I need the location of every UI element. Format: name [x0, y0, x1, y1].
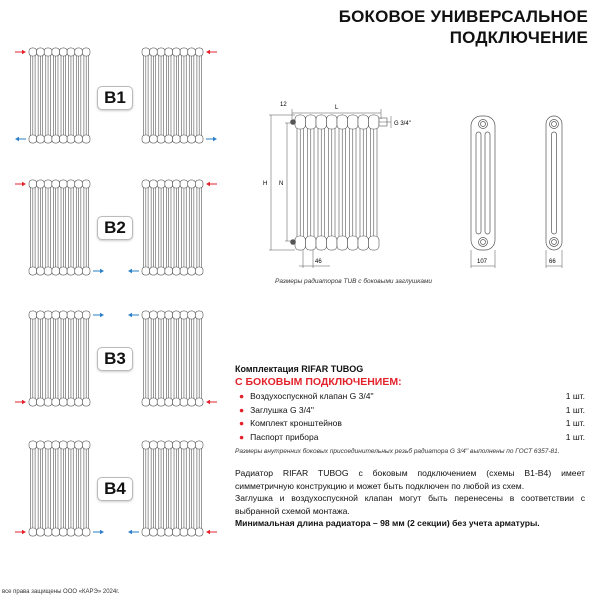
bullet-icon: ●: [239, 431, 245, 442]
kit-list: [235, 390, 585, 444]
radiator-icon: [142, 441, 203, 536]
flow-arrow-icon: [93, 269, 104, 273]
scheme-label: B4: [97, 477, 133, 501]
kit-item: [235, 431, 585, 445]
dim-thread: G 3/4'': [394, 121, 411, 127]
kit-item-name: Воздухоспускной клапан G 3/4'': [250, 391, 374, 401]
kit-heading: Комплектация RIFAR TUBOG: [235, 364, 364, 374]
page-title: [339, 6, 588, 48]
bullet-icon: ●: [239, 404, 245, 415]
flow-arrow-icon: [15, 50, 26, 54]
dim-N: N: [279, 181, 284, 187]
flow-arrow-icon: [206, 182, 217, 186]
scheme-label: B1: [97, 86, 133, 110]
dim-107: 107: [477, 259, 488, 265]
flow-arrow-icon: [128, 269, 139, 273]
description-paragraph: Заглушка и воздухоспускной клапан могут быть перенесены в соответствии с выбранной схемой монтажа.: [235, 493, 585, 516]
flow-arrow-icon: [93, 313, 104, 317]
radiator-icon: [29, 180, 90, 275]
bullet-icon: ●: [239, 418, 245, 428]
kit-item-name: Заглушка G 3/4'': [250, 404, 314, 415]
radiator-icon: [142, 48, 203, 143]
radiator-side-view-107: [471, 116, 495, 250]
flow-arrow-icon: [206, 400, 217, 404]
description: [235, 467, 585, 530]
kit-note: Размеры внутренних боковых присоединительных резьб радиатора G 3/4'' выполнены по ГОСТ 6357-81.: [235, 448, 560, 455]
dim-46: 46: [315, 259, 322, 265]
title-line-1: БОКОВОЕ УНИВЕРСАЛЬНОЕ: [338, 7, 588, 26]
flow-arrow-icon: [15, 400, 26, 404]
radiator-icon: [142, 311, 203, 406]
drawing-caption: Размеры радиаторов TUB с боковыми заглушками: [275, 278, 433, 285]
dimension-drawing: [255, 95, 600, 290]
scheme-b4: [0, 433, 230, 543]
dim-H: H: [263, 181, 268, 187]
flow-arrow-icon: [206, 530, 217, 534]
kit-item: [235, 417, 585, 431]
copyright: все права защищены ООО «КАРЭ» 2024г.: [2, 589, 120, 595]
flow-arrow-icon: [93, 530, 104, 534]
dim-66: 66: [549, 259, 556, 265]
radiator-side-view-66: [546, 116, 562, 250]
flow-arrow-icon: [15, 530, 26, 534]
kit-item-qty: 1 шт.: [565, 391, 585, 401]
radiator-icon: [29, 311, 90, 406]
flow-arrow-icon: [128, 313, 139, 317]
kit-item: [235, 390, 585, 404]
min-length-note: Минимальная длина радиатора – 98 мм (2 секции) без учета арматуры.: [235, 518, 540, 528]
scheme-label: B3: [97, 347, 133, 371]
kit-section: [235, 364, 585, 455]
scheme-b2: [0, 172, 230, 282]
kit-item-name: Комплект кронштейнов: [250, 418, 342, 428]
flow-arrow-icon: [128, 530, 139, 534]
technical-drawing: [255, 95, 600, 295]
flow-arrow-icon: [15, 137, 26, 141]
radiator-icon: [29, 48, 90, 143]
flow-arrow-icon: [206, 137, 217, 141]
kit-item: [235, 404, 585, 418]
radiator-icon: [29, 441, 90, 536]
radiator-icon: [142, 180, 203, 275]
kit-item-qty: 1 шт.: [565, 418, 585, 428]
scheme-b1: [0, 40, 230, 150]
title-line-2: ПОДКЛЮЧЕНИЕ: [449, 28, 588, 47]
flow-arrow-icon: [206, 50, 217, 54]
kit-item-qty: 1 шт.: [565, 404, 585, 415]
kit-item-name: Паспорт прибора: [250, 431, 319, 442]
scheme-b3: [0, 303, 230, 413]
kit-subheading: С БОКОВЫМ ПОДКЛЮЧЕНИЕМ:: [235, 376, 402, 388]
radiator-front-view: [291, 115, 388, 250]
flow-arrow-icon: [15, 182, 26, 186]
kit-item-qty: 1 шт.: [565, 431, 585, 442]
description-paragraph: Радиатор RIFAR TUBOG с боковым подключением (схемы B1-B4) имеет симметричную конструкцию и может быть подключен по любой из схем.: [235, 468, 585, 491]
dim-L: L: [335, 105, 339, 111]
scheme-label: B2: [97, 216, 133, 240]
dim-12: 12: [280, 102, 287, 108]
bullet-icon: ●: [239, 391, 245, 401]
